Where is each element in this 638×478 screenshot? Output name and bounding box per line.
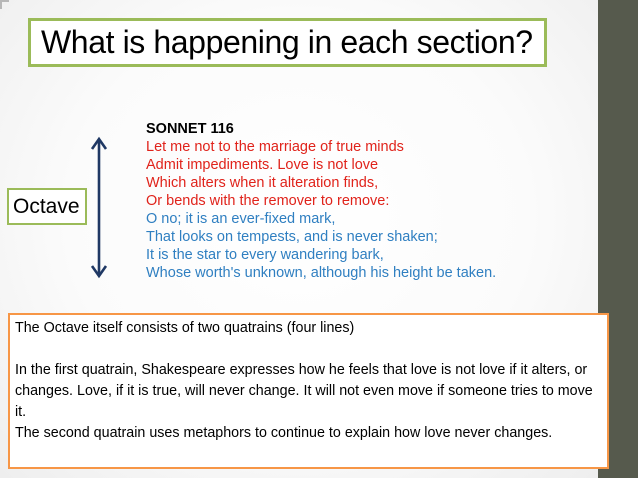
poem-line: Admit impediments. Love is not love (146, 157, 379, 173)
octave-label: Octave (7, 188, 87, 225)
slide-title: What is happening in each section? (41, 24, 533, 60)
poem-line: Which alters when it alteration finds, (146, 175, 379, 191)
poem-line: It is the star to every wandering bark, (146, 247, 384, 263)
blank-line (15, 339, 602, 360)
sonnet-heading: SONNET 116 (146, 121, 234, 137)
corner-mark (0, 0, 9, 9)
explanation-second-quatrain: The second quatrain uses metaphors to continue to explain how love never changes. (15, 425, 553, 441)
poem-line: Whose worth's unknown, although his height be taken. (146, 265, 497, 281)
poem-line: O no; it is an ever-fixed mark, (146, 211, 336, 227)
explanation-box (8, 313, 609, 469)
explanation-intro: The Octave itself consists of two quatrains (four lines) (15, 320, 355, 336)
poem-line: Let me not to the marriage of true minds (146, 139, 404, 155)
poem-line: Or bends with the remover to remove: (146, 193, 390, 209)
poem-line: That looks on tempests, and is never shaken; (146, 229, 438, 245)
sonnet-text (146, 120, 496, 282)
explanation-first-quatrain: In the first quatrain, Shakespeare expresses how he feels that love is not love if it alters, or changes. Love, if it is true, will never change. It will not even move if someone tries to move it. (15, 362, 593, 420)
title-box (28, 18, 547, 67)
double-arrow-icon (89, 135, 109, 280)
